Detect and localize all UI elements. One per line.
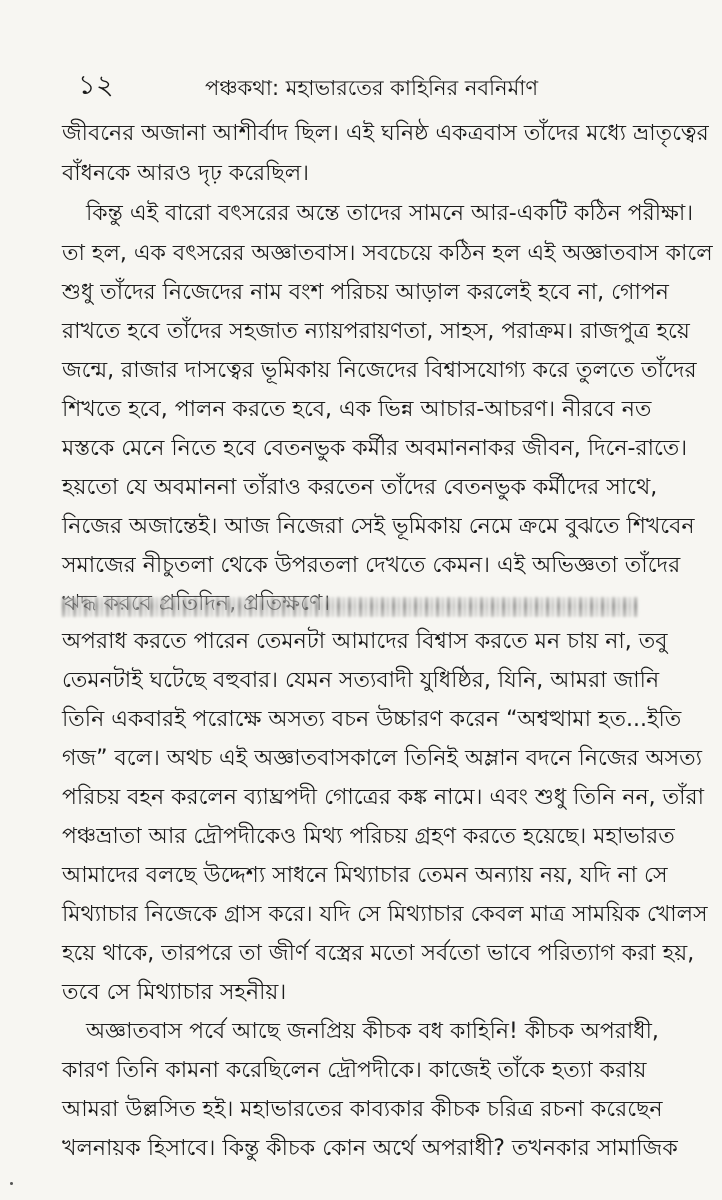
text-line: হয়ে থাকে, তারপরে তা জীর্ণ বস্ত্রের মতো সর্বতো ভাবে পরিত্যাগ করা হয়, xyxy=(62,941,695,966)
text-line: বাঁধনকে আরও দৃঢ় করেছিল। xyxy=(62,161,310,186)
text-line: আমাদের বলছে উদ্দেশ্য সাধনে মিথ্যাচার তেমন অন্যায় নয়, যদি না সে xyxy=(62,863,668,888)
text-line: তা হল, এক বৎসরের অজ্ঞাতবাস। সবচেয়ে কঠিন হল এই অজ্ঞাতবাস কালে xyxy=(62,241,713,266)
scan-speck xyxy=(10,1182,13,1185)
page-header xyxy=(0,68,722,108)
text-line: মস্তকে মেনে নিতে হবে বেতনভুক কর্মীর অবমাননাকর জীবন, দিনে-রাতে। xyxy=(62,436,688,461)
text-line: কারণ তিনি কামনা করেছিলেন দ্রৌপদীকে। কাজেই তাঁকে হত্যা করায় xyxy=(62,1058,647,1083)
text-line: জন্মে, রাজার দাসত্বের ভূমিকায় নিজেদের বিশ্বাসযোগ্য করে তুলতে তাঁদের xyxy=(62,358,697,383)
text-line: গজ” বলে। অথচ এই অজ্ঞাতবাসকালে তিনিই অম্লান বদনে নিজের অসত্য xyxy=(62,746,703,771)
smudged-text-strip xyxy=(62,597,638,617)
text-line: কিন্তু এই বারো বৎসরের অন্তে তাদের সামনে আর-একটি কঠিন পরীক্ষা। xyxy=(86,201,694,226)
text-line: মিথ্যাচার নিজেকে গ্রাস করে। যদি সে মিথ্যাচার কেবল মাত্র সাময়িক খোলস xyxy=(62,902,708,927)
text-line: তেমনটাই ঘটেছে বহুবার। যেমন সত্যবাদী যুধিষ্ঠির, যিনি, আমরা জানি xyxy=(62,668,660,693)
text-line: অপরাধ করতে পারেন তেমনটা আমাদের বিশ্বাস করতে মন চায় না, তবু xyxy=(62,629,668,654)
text-line: জীবনের অজানা আশীর্বাদ ছিল। এই ঘনিষ্ঠ একত্রবাস তাঁদের মধ্যে ভ্রাতৃত্বের xyxy=(62,121,709,146)
text-line: পঞ্চভ্রাতা আর দ্রৌপদীকেও মিথ্য পরিচয় গ্রহণ করতে হয়েছে। মহাভারত xyxy=(62,824,675,849)
text-line: পরিচয় বহন করলেন ব্যাঘ্রপদী গোত্রের কঙ্ক নামে। এবং শুধু তিনি নন, তাঁরা xyxy=(62,785,705,810)
text-line: শুধু তাঁদের নিজেদের নাম বংশ পরিচয় আড়াল করলেই হবে না, গোপন xyxy=(62,280,669,305)
text-line: তবে সে মিথ্যাচার সহনীয়। xyxy=(62,980,287,1005)
running-title: পঞ্চকথা: মহাভারতের কাহিনির নবনির্মাণ xyxy=(205,76,539,100)
text-line: রাখতে হবে তাঁদের সহজাত ন্যায়পরায়ণতা, সাহস, পরাক্রম। রাজপুত্র হয়ে xyxy=(62,319,690,344)
text-line: শিখতে হবে, পালন করতে হবে, এক ভিন্ন আচার-আচরণ। নীরবে নত xyxy=(62,397,652,422)
text-line: নিজের অজান্তেই। আজ নিজেরা সেই ভূমিকায় নেমে ক্রমে বুঝতে শিখবেন xyxy=(62,514,695,539)
text-line: আমরা উল্লসিত হই। মহাভারতের কাব্যকার কীচক চরিত্র রচনা করেছেন xyxy=(62,1097,663,1122)
text-line: হয়তো যে অবমাননা তাঁরাও করতেন তাঁদের বেতনভুক কর্মীদের সাথে, xyxy=(62,475,658,500)
text-line: অজ্ঞাতবাস পর্বে আছে জনপ্রিয় কীচক বধ কাহিনি! কীচক অপরাধী, xyxy=(86,1019,659,1044)
text-line: খলনায়ক হিসাবে। কিন্তু কীচক কোন অর্থে অপরাধী? তখনকার সামাজিক xyxy=(62,1136,678,1161)
page-number: ১২ xyxy=(78,70,115,101)
text-line: তিনি একবারই পরোক্ষে অসত্য বচন উচ্চারণ করেন “অশ্বত্থামা হত...ইতি xyxy=(62,707,682,732)
text-line: সমাজের নীচুতলা থেকে উপরতলা দেখতে কেমন। এই অভিজ্ঞতা তাঁদের xyxy=(62,553,681,578)
